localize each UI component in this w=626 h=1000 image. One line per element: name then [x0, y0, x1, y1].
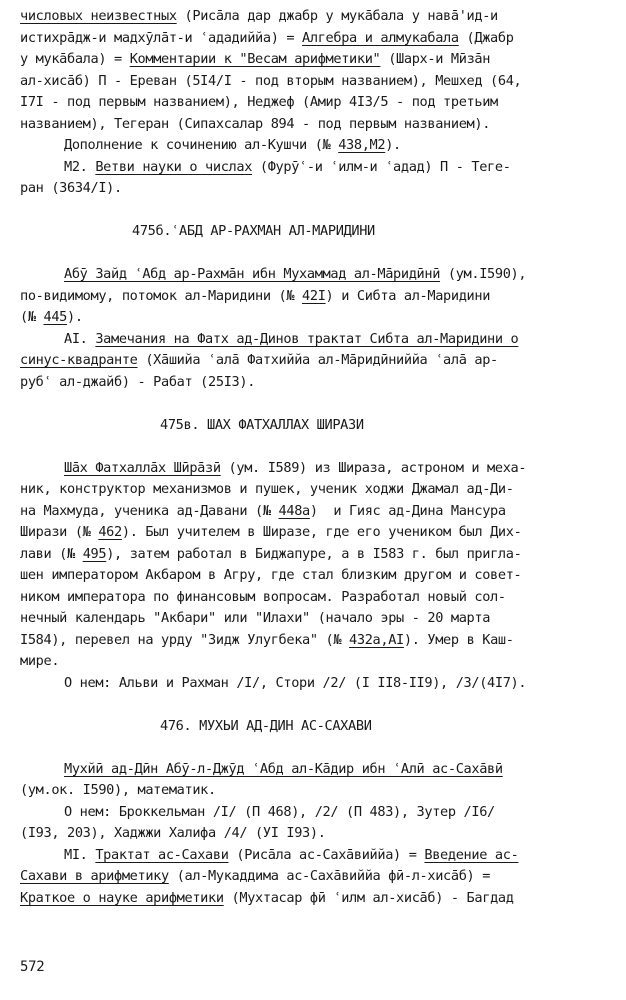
- text-line: у мукāбала) = Комментарии к "Весам арифметики" (Шарх-и Мӣзāн: [20, 51, 491, 67]
- text-line: Дополнение к сочинению ал-Кушчи (№ 438,М2).: [64, 137, 401, 153]
- text-line: ал-хисāб) П - Ереван (5I4/I - под вторым названием), Мешхед (64,: [20, 72, 522, 89]
- underlined-title: Трактат ас-Сахави: [95, 846, 229, 863]
- text-line: М2. Ветви науки о числах (Фурӯʿ-и ʿилм-и ʿадад) П - Теге-: [64, 158, 511, 175]
- section-heading: 475б.ʿАБД АР-РАХМАН АЛ-МАРИДИНИ: [132, 223, 375, 239]
- text-line: мире.: [20, 653, 60, 669]
- author-name: Шāх Фатхаллāх Шӣрāзӣ: [64, 459, 221, 476]
- underlined-title: Краткое о науке арифметики: [20, 889, 224, 906]
- text-line: нечный календарь "Акбари" или "Илахи" (начало эры - 20 марта: [20, 610, 491, 626]
- text-line: (№ 445).: [20, 309, 83, 325]
- text-line: [20, 759, 616, 781]
- text-line: МI. Трактат ас-Сахави (Рисāла ас-Сахāвиййа) = Введение ас-: [64, 846, 519, 863]
- underlined-title: Сахави в арифметику: [20, 868, 169, 884]
- underlined-term: числовых неизвестных: [20, 8, 177, 24]
- text-line: AI. Замечания на Фатх ад-Динов трактат Сибта ал-Маридини о: [64, 330, 519, 347]
- reference-link: 42I: [302, 287, 326, 304]
- reference-link: 495: [82, 545, 107, 562]
- spacer: [20, 243, 616, 265]
- text-line: Ширази (№ 462). Был учителем в Ширазе, где его учеником был Дих-: [20, 524, 522, 540]
- reference-link: 432а,AI: [349, 631, 404, 648]
- spacer: [20, 393, 616, 415]
- text-line: синус-квадранте (Хāшийа ʿалā Фатхиййа ал-Мāридӣниййа ʿалā ар-: [20, 352, 498, 368]
- document-page: [20, 6, 616, 909]
- reference-link: 445: [43, 309, 68, 325]
- underlined-title: Введение ас-: [424, 846, 519, 863]
- text-line: I584), перевел на урду "Зидж Улугбека" (№ 432а,AI). Умер в Каш-: [20, 631, 514, 648]
- text-line: О нем: Альви и Рахман /I/, Стори /2/ (I II8-II9), /3/(4I7).: [64, 674, 527, 691]
- reference-link: 438,М2: [338, 137, 386, 153]
- text-line: Сахави в арифметику (ал-Мукаддима ас-Сахāвиййа фӣ-л-хисāб) =: [20, 868, 491, 884]
- underlined-title: Алгебра и алмукабала: [302, 29, 459, 46]
- text-line: ник, конструктор механизмов и пушек, ученик ходжи Джамал ад-Ди-: [20, 481, 514, 497]
- text-line: лави (№ 495), затем работал в Биджапуре, а в I583 г. был пригла-: [20, 545, 522, 562]
- spacer: [20, 694, 616, 716]
- underlined-title: синус-квадранте: [20, 352, 138, 368]
- underlined-title: Ветви науки о числах: [95, 158, 253, 175]
- text-line: (ум.ок. I590), математик.: [20, 782, 216, 798]
- text-line: (I93, 203), Хаджжи Халифа /4/ (УI I93).: [20, 825, 326, 841]
- reference-link: 462: [98, 524, 122, 540]
- text-line: Абӯ Зайд ʿАбд ар-Рахмāн ибн Мухаммад ал-Мāридӣнӣ (ум.I590),: [64, 266, 527, 282]
- text-line: истихрāдж-и мадхӯлāт-и ʿададиййа) = Алгебра и алмукабала (Джабр: [20, 29, 514, 46]
- spacer: [20, 436, 616, 458]
- page-number: 572: [20, 959, 45, 975]
- spacer: [20, 200, 616, 222]
- section-heading: 476. МУХЬИ АД-ДИН АС-САХАВИ: [160, 717, 372, 734]
- author-name: Мухйӣ ад-Дӣн Абӯ-л-Джӯд ʿАбд ал-Кāдир ибн ʿАлӣ ас-Сахāвӣ: [64, 760, 503, 777]
- text-line: по-видимому, потомок ал-Маридини (№ 42I) и Сибта ал-Маридини: [20, 287, 491, 304]
- text-line: шен императором Акбаром в Агру, где стал близким другом и совет-: [20, 567, 522, 583]
- text-line: числовых неизвестных (Рисāла дар джабр у мукāбала у навā'ид-и: [20, 8, 498, 24]
- text-line: О нем: Броккельман /I/ (П 468), /2/ (П 483), Зутер /I6/: [64, 803, 495, 820]
- underlined-title: Замечания на Фатх ад-Динов трактат Сибта ал-Маридини о: [95, 330, 519, 347]
- text-line: Краткое о науке арифметики (Мухтасар фӣ ʿилм ал-хисāб) - Багдад: [20, 889, 514, 906]
- text-line: I7I - под первым названием), Неджеф (Амир 4I3/5 - под третьим: [20, 94, 498, 110]
- section-heading: 475в. ШАХ ФАТХАЛЛАХ ШИРАЗИ: [160, 416, 364, 433]
- author-name: Абӯ Зайд ʿАбд ар-Рахмāн ибн Мухаммад ал-Мāридӣнӣ: [64, 266, 441, 282]
- text-line: Шāх Фатхаллāх Шӣрāзӣ (ум. I589) из Шираза, астроном и меха-: [64, 459, 527, 476]
- text-line: рубʿ ал-джайб) - Рабат (25I3).: [20, 373, 256, 390]
- text-line: ран (3634/I).: [20, 180, 122, 196]
- text-line: названием), Тегеран (Сипахсалар 894 - под первым названием).: [20, 115, 491, 132]
- underlined-title: Комментарии к "Весам арифметики": [129, 51, 381, 67]
- spacer: [20, 737, 616, 759]
- text-line: ником императора по финансовым вопросам. Разработал новый сол-: [20, 588, 506, 605]
- reference-link: 448а: [278, 502, 310, 519]
- text-line: на Махмуда, ученика ад-Давани (№ 448а) и Гияс ад-Дина Мансура: [20, 502, 506, 519]
